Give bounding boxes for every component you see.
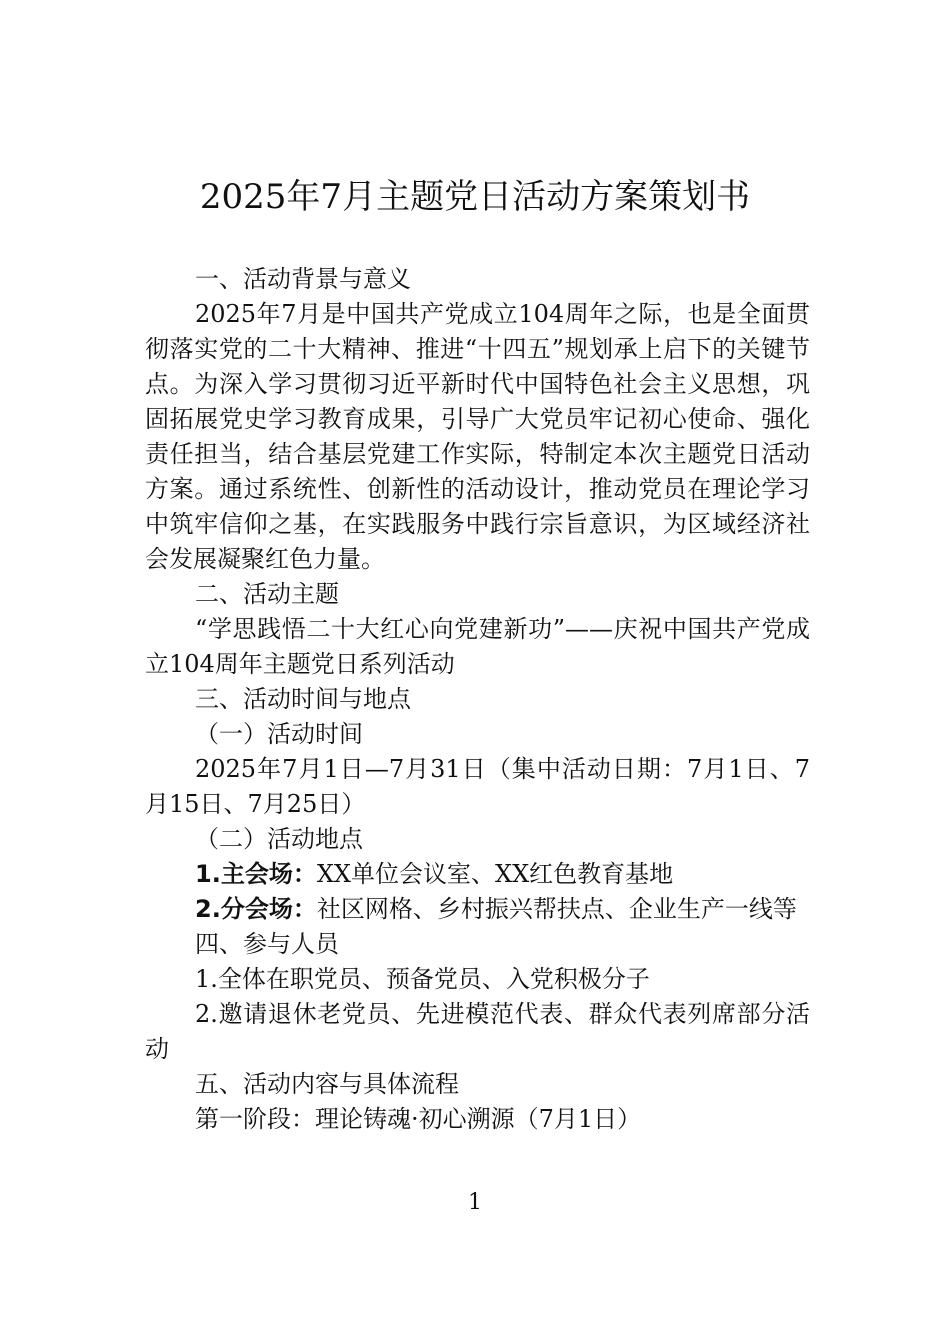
background-paragraph: 2025年7月是中国共产党成立104周年之际，也是全面贯彻落实党的二十大精神、推进“十四五”规划承上启下的关键节点。为深入学习贯彻习近平新时代中国特色社会主义思想，巩固拓展党史学习教育成果，引导广大党员牢记初心使命、强化责任担当，结合基层党建工作实际，特制定本次主题党日活动方案。通过系统性、创新性的活动设计，推动党员在理论学习中筑牢信仰之基，在实践服务中践行宗旨意识，为区域经济社会发展凝聚红色力量。 (145, 300, 810, 573)
participant-item-1: 1.全体在职党员、预备党员、入党积极分子 (195, 965, 650, 993)
section-heading-content: 五、活动内容与具体流程 (195, 1070, 459, 1098)
venue-branch (145, 892, 810, 927)
document-title: 2025年7月主题党日活动方案策划书 (199, 177, 751, 217)
theme-paragraph: “学思践悟二十大红心向党建新功”——庆祝中国共产党成立104周年主题党日系列活动 (145, 615, 810, 678)
subheading-place: （二）活动地点 (195, 825, 363, 853)
stage-one-heading: 第一阶段：理论铸魂·初心溯源（7月1日） (195, 1105, 642, 1133)
time-paragraph: 2025年7月1日—7月31日（集中活动日期：7月1日、7月15日、7月25日） (145, 755, 810, 818)
venue-main-text: XX单位会议室、XX红色教育基地 (316, 860, 674, 888)
document-body (145, 262, 810, 1137)
subheading-time: （一）活动时间 (195, 720, 363, 748)
venue-main-label: 1.主会场： (195, 860, 317, 888)
venue-main (145, 857, 810, 892)
section-heading-theme: 二、活动主题 (195, 580, 339, 608)
page-number: 1 (468, 1190, 482, 1215)
venue-branch-label: 2.分会场： (195, 895, 317, 923)
participant-item-2: 2.邀请退休老党员、先进模范代表、群众代表列席部分活动 (145, 1000, 810, 1063)
section-heading-participants: 四、参与人员 (195, 930, 339, 958)
venue-branch-text: 社区网格、乡村振兴帮扶点、企业生产一线等 (316, 895, 797, 923)
section-heading-time-place: 三、活动时间与地点 (195, 685, 411, 713)
section-heading-background: 一、活动背景与意义 (195, 265, 411, 293)
